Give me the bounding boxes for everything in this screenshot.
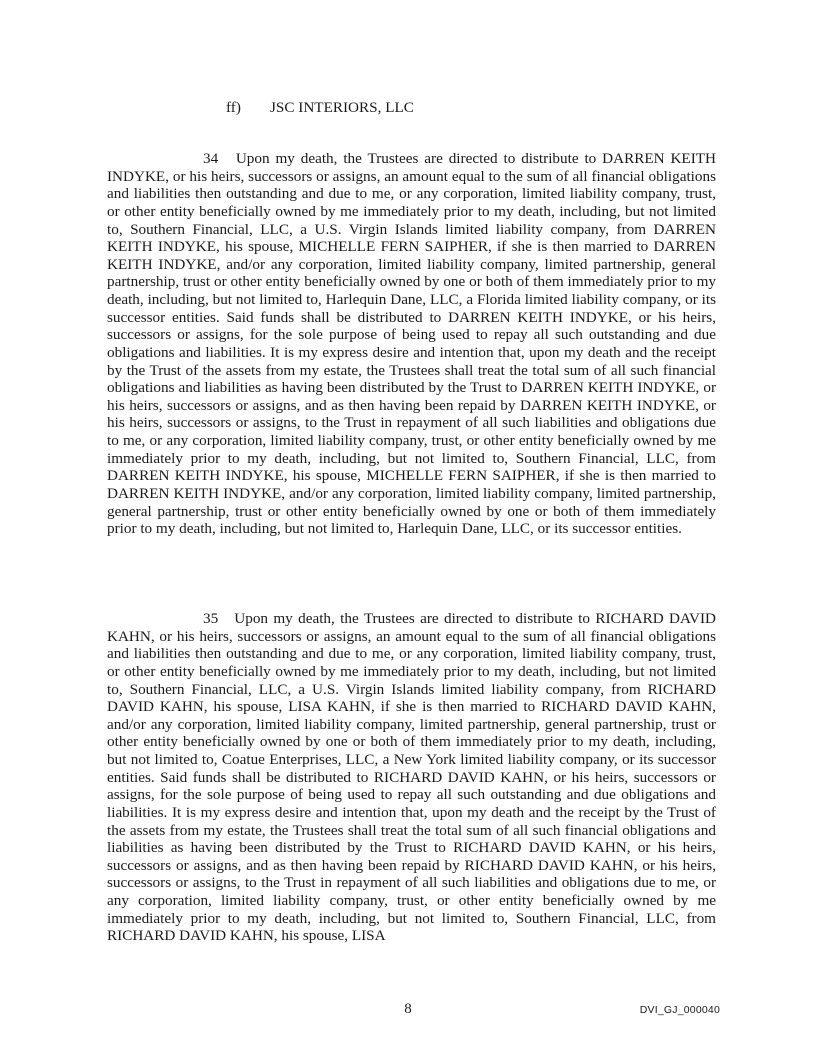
list-item-heading <box>226 98 414 117</box>
paragraph-text: Upon my death, the Trustees are directed to distribute to RICHARD DAVID KAHN, or his heirs, successors or assigns, an amount equal to the sum of all financial obligations and liabilities then outstanding and due to me, or any corporation, limited liability company, trust, or other entity beneficially owned by me immediately prior to my death, including, but not limited to, Southern Financial, LLC, a U.S. Virgin Islands limited liability company, from RICHARD DAVID KAHN, his spouse, LISA KAHN, if she is then married to RICHARD DAVID KAHN, and/or any corporation, limited liability company, limited partnership, general partnership, trust or other entity beneficially owned by one or both of them immediately prior to my death, including, but not limited to, Coatue Enterprises, LLC, a New York limited liability company, or its successor entities. Said funds shall be distributed to RICHARD DAVID KAHN, or his heirs, successors or assigns, for the sole purpose of being used to repay all such outstanding and due obligations and liabilities. It is my express desire and intention that, upon my death and the receipt by the Trust of the assets from my estate, the Trustees shall treat the total sum of all such financial obligations and liabilities as having been distributed by the Trust to RICHARD DAVID KAHN, or his heirs, successors or assigns, and as then having been repaid by RICHARD DAVID KAHN, or his heirs, successors or assigns, to the Trust in repayment of all such liabilities and obligations due to me, or any corporation, limited liability company, trust, or other entity beneficially owned by me immediately prior to my death, including, but not limited to, Southern Financial, LLC, from RICHARD DAVID KAHN, his spouse, LISA <box>107 610 716 945</box>
item-name: JSC INTERIORS, LLC <box>270 99 414 116</box>
paragraph-number: 35 <box>203 610 219 627</box>
item-label: ff) <box>226 99 241 116</box>
bates-number: DVI_GJ_000040 <box>639 1004 720 1016</box>
paragraph-number: 34 <box>203 150 219 167</box>
paragraph-34 <box>107 150 716 538</box>
page-number: 8 <box>404 1001 412 1017</box>
paragraph-text: Upon my death, the Trustees are directed to distribute to DARREN KEITH INDYKE, or his heirs, successors or assigns, an amount equal to the sum of all financial obligations and liabilities then outstanding and due to me, or any corporation, limited liability company, trust, or other entity beneficially owned by me immediately prior to my death, including, but not limited to, Southern Financial, LLC, a U.S. Virgin Islands limited liability company, from DARREN KEITH INDYKE, his spouse, MICHELLE FERN SAIPHER, if she is then married to DARREN KEITH INDYKE, and/or any corporation, limited liability company, limited partnership, general partnership, trust or other entity beneficially owned by one or both of them immediately prior to my death, including, but not limited to, Harlequin Dane, LLC, a Florida limited liability company, or its successor entities. Said funds shall be distributed to DARREN KEITH INDYKE, or his heirs, successors or assigns, for the sole purpose of being used to repay all such outstanding and due obligations and liabilities. It is my express desire and intention that, upon my death and the receipt by the Trust of the assets from my estate, the Trustees shall treat the total sum of all such financial obligations and liabilities as having been distributed by the Trust to DARREN KEITH INDYKE, or his heirs, successors or assigns, and as then having been repaid by DARREN KEITH INDYKE, or his heirs, successors or assigns, to the Trust in repayment of all such liabilities and obligations due to me, or any corporation, limited liability company, trust, or other entity beneficially owned by me immediately prior to my death, including, but not limited to, Southern Financial, LLC, from DARREN KEITH INDYKE, his spouse, MICHELLE FERN SAIPHER, if she is then married to DARREN KEITH INDYKE, and/or any corporation, limited liability company, limited partnership, general partnership, trust or other entity beneficially owned by one or both of them immediately prior to my death, including, but not limited to, Harlequin Dane, LLC, or its successor entities. <box>107 150 717 538</box>
paragraph-35 <box>107 610 716 945</box>
